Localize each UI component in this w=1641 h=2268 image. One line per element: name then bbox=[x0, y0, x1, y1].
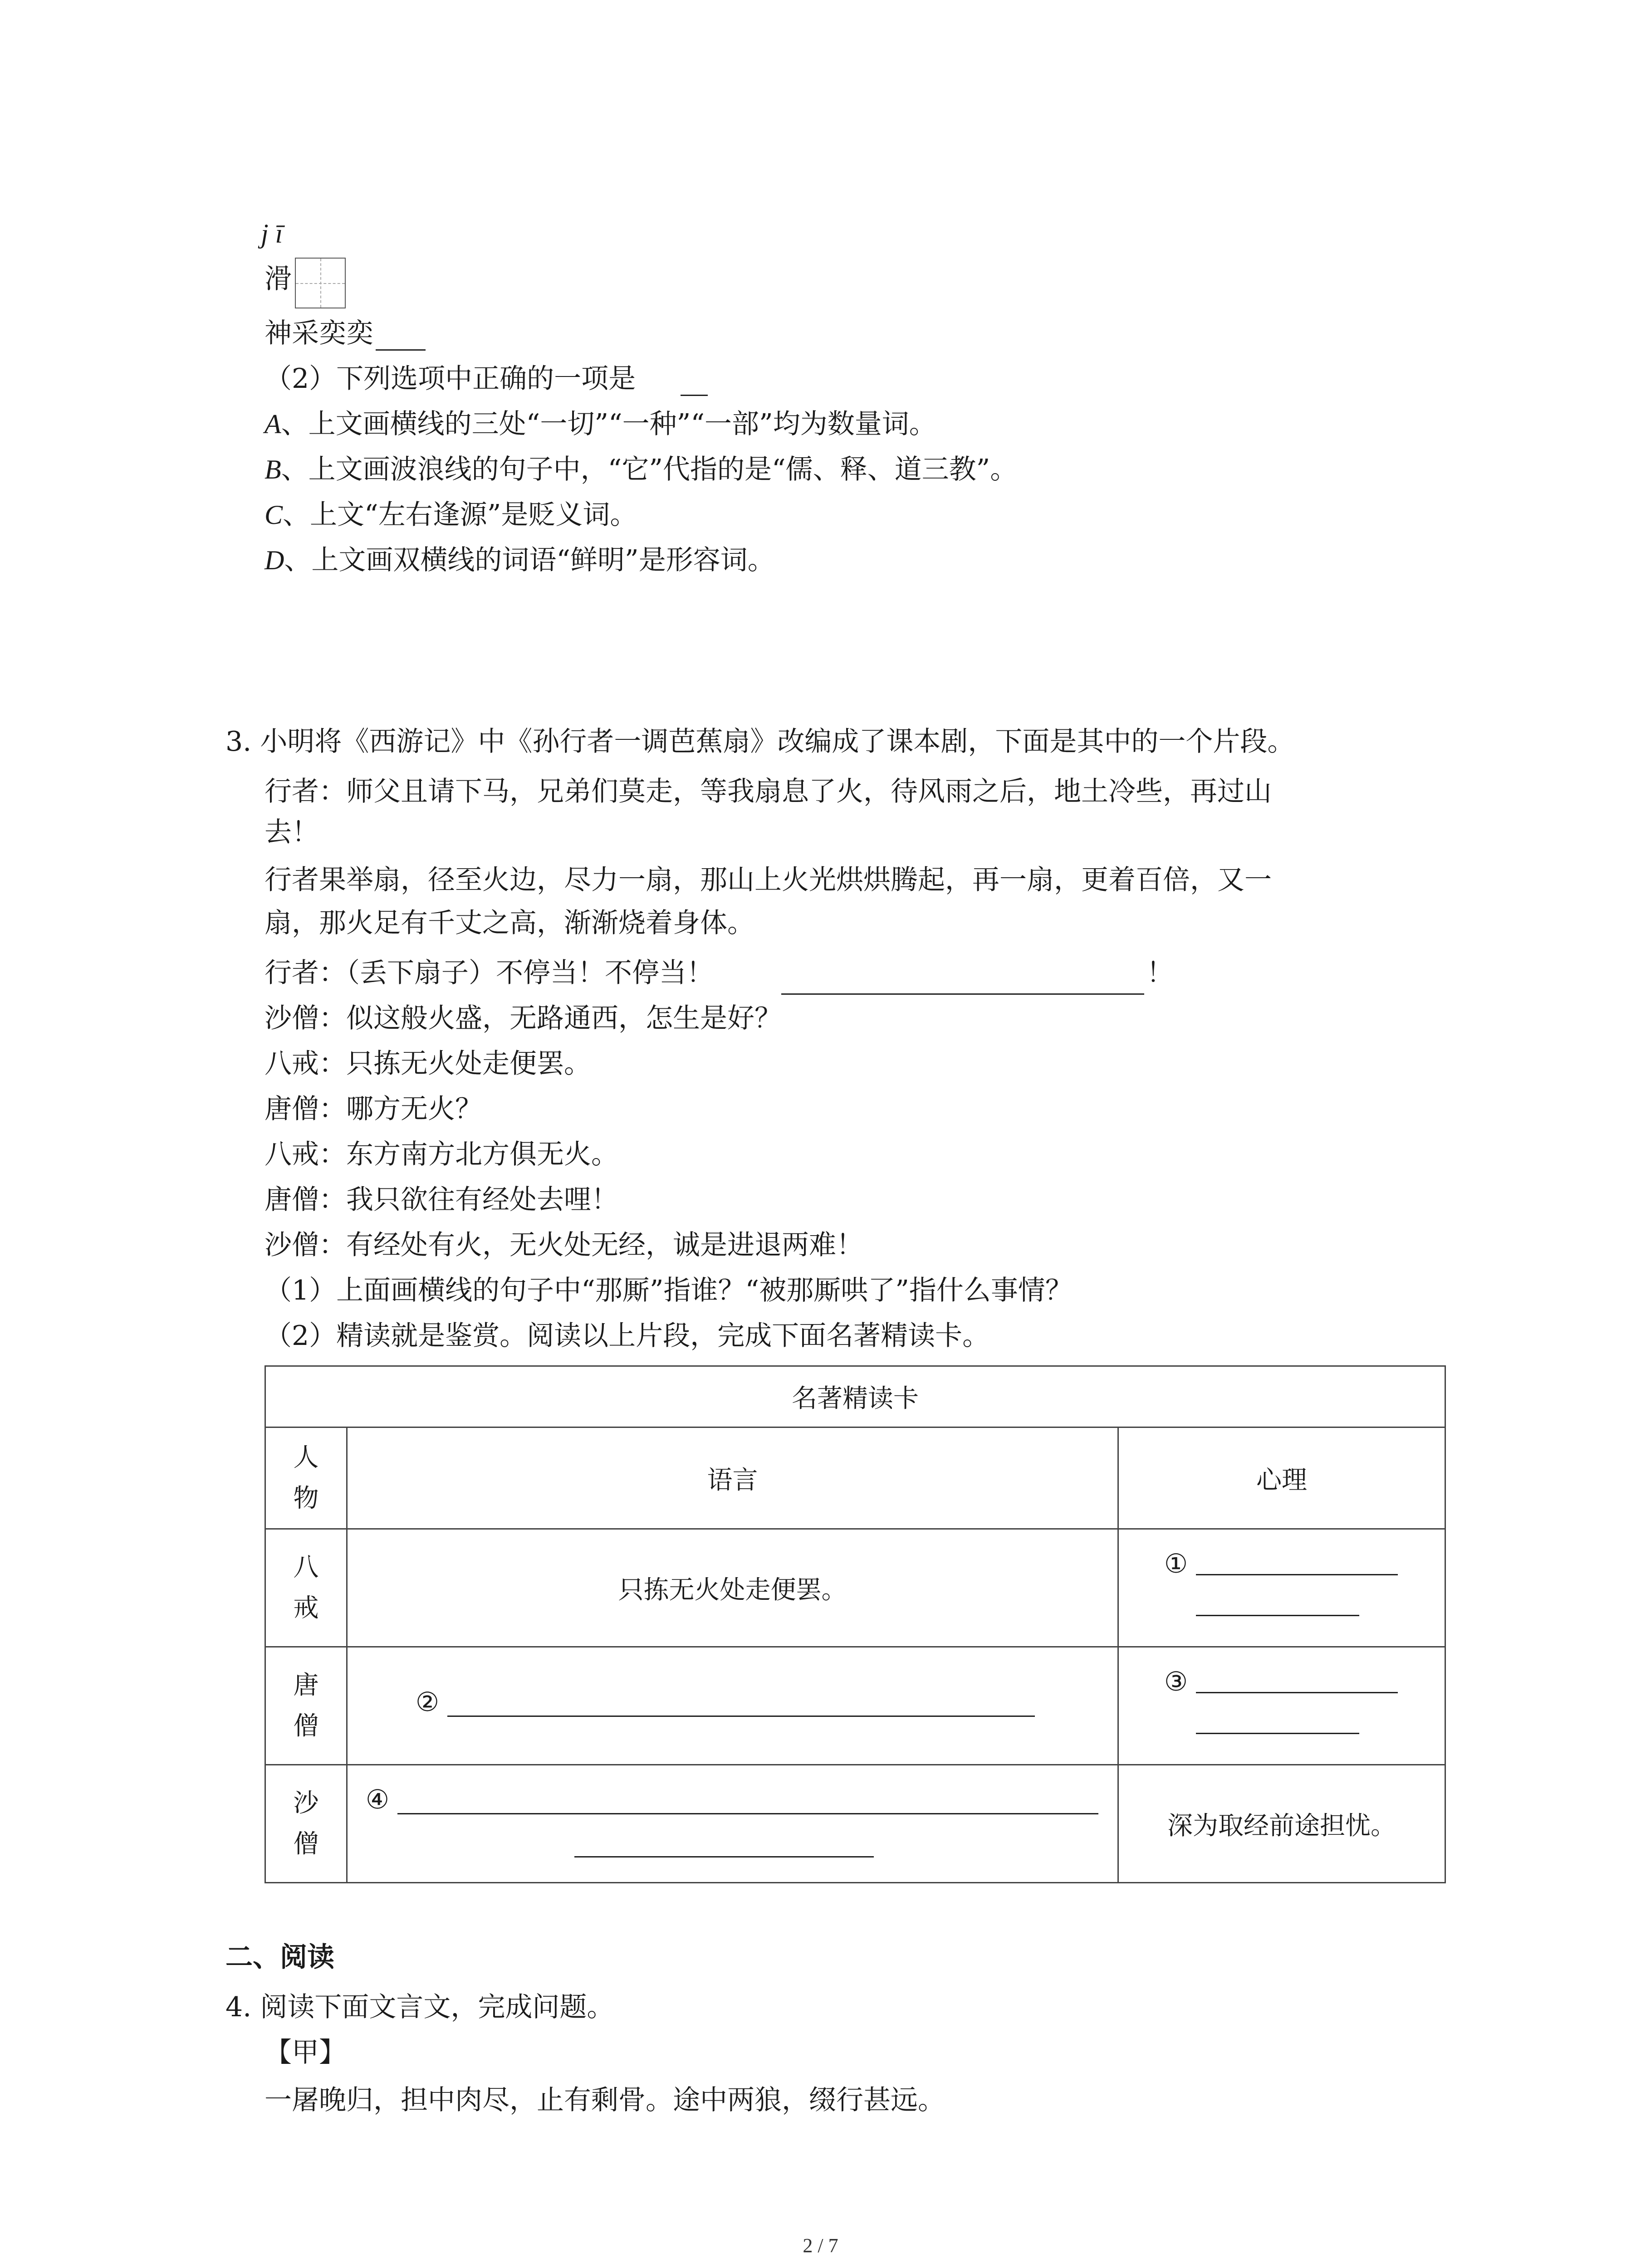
row-tangseng-p2: 僧 bbox=[293, 1711, 319, 1741]
header-person-1: 人 bbox=[293, 1442, 319, 1472]
row-shaseng-p1: 沙 bbox=[293, 1788, 319, 1818]
option-c bbox=[265, 497, 637, 533]
q3-line5: 八戒：只拣无火处走便罢。 bbox=[265, 1048, 591, 1080]
row-shaseng-person bbox=[265, 1765, 347, 1883]
blank-3-line-a[interactable] bbox=[1196, 1692, 1398, 1693]
q3-line4: 沙僧：似这般火盛，无路通西，怎生是好？ bbox=[265, 1002, 782, 1034]
q3-line1b: 去！ bbox=[265, 816, 319, 848]
option-a-letter: A bbox=[265, 409, 281, 439]
blank-1-line-b[interactable] bbox=[1196, 1615, 1359, 1616]
pinyin: j ī bbox=[261, 219, 283, 249]
q3-line3: 行者：（丢下扇子）不停当！不停当！ bbox=[265, 957, 714, 989]
q2-sub2-answer-blank[interactable] bbox=[681, 395, 708, 396]
card-title: 名著精读卡 bbox=[265, 1366, 1445, 1427]
q3-line1a: 行者：师父且请下马，兄弟们莫走，等我扇息了火，待风雨之后，地土冷些，再过山 bbox=[265, 776, 1272, 807]
row-shaseng-mind: 深为取经前途担忧。 bbox=[1118, 1765, 1445, 1883]
header-person-2: 物 bbox=[293, 1483, 319, 1513]
q4-instruction: 4. 阅读下面文言文，完成问题。 bbox=[225, 1991, 614, 2023]
q3-line6: 唐僧：哪方无火？ bbox=[265, 1093, 482, 1125]
blank-1-line-a[interactable] bbox=[1196, 1574, 1398, 1575]
q3-line2a: 行者果举扇，径至火边，尽力一扇，那山上火光烘烘腾起，再一扇，更着百倍，又一 bbox=[265, 864, 1272, 896]
q3-line3-end: ！ bbox=[1146, 957, 1174, 989]
row-tangseng-speech bbox=[347, 1647, 1118, 1765]
q2-sub2-label: （2）下列选项中正确的一项是 bbox=[265, 363, 636, 395]
section-heading: 二、阅读 bbox=[225, 1941, 334, 1973]
row-tangseng-person bbox=[265, 1647, 347, 1765]
blank-mark-3: ③ bbox=[1164, 1666, 1188, 1697]
row-bajie-p2: 戒 bbox=[293, 1593, 319, 1623]
row-bajie-speech: 只拣无火处走便罢。 bbox=[347, 1529, 1118, 1647]
header-speech: 语言 bbox=[347, 1427, 1118, 1529]
q3-line3-answer-blank[interactable] bbox=[781, 993, 1144, 995]
char-prefix: 滑 bbox=[265, 263, 292, 295]
option-c-text: 、上文“左右逢源”是贬义词。 bbox=[283, 499, 637, 531]
blank-mark-1: ① bbox=[1164, 1548, 1188, 1579]
blank-2-line[interactable] bbox=[447, 1716, 1035, 1717]
row-shaseng-speech bbox=[347, 1765, 1118, 1883]
option-d-text: 、上文画双横线的词语“鲜明”是形容词。 bbox=[284, 544, 775, 576]
option-d bbox=[265, 542, 775, 578]
row-bajie-mind bbox=[1118, 1529, 1445, 1647]
row-tangseng-p1: 唐 bbox=[293, 1670, 319, 1700]
option-b-letter: B bbox=[265, 455, 281, 484]
reading-card-table bbox=[265, 1365, 1446, 1883]
page-number: 2 / 7 bbox=[803, 2234, 838, 2257]
header-mind: 心理 bbox=[1118, 1427, 1445, 1529]
row-shaseng-p2: 僧 bbox=[293, 1829, 319, 1859]
jia-label: 【甲】 bbox=[265, 2037, 346, 2068]
option-d-letter: D bbox=[265, 545, 284, 575]
text-line-1: 一屠晚归，担中肉尽，止有剩骨。途中两狼，缀行甚远。 bbox=[265, 2084, 945, 2116]
header-person bbox=[265, 1427, 347, 1529]
row-bajie-p1: 八 bbox=[293, 1552, 319, 1582]
row-tangseng-mind bbox=[1118, 1647, 1445, 1765]
blank-4-line-a[interactable] bbox=[397, 1813, 1098, 1814]
q3-line7: 八戒：东方南方北方俱无火。 bbox=[265, 1139, 618, 1170]
q3-line2b: 扇，那火足有千丈之高，渐渐烧着身体。 bbox=[265, 907, 754, 939]
row-bajie-person bbox=[265, 1529, 347, 1647]
option-b bbox=[265, 451, 1017, 488]
q3-line8: 唐僧：我只欲往有经处去哩！ bbox=[265, 1184, 618, 1216]
option-b-text: 、上文画波浪线的句子中，“它”代指的是“儒、释、道三教”。 bbox=[281, 454, 1018, 485]
blank-mark-4: ④ bbox=[366, 1784, 389, 1815]
q3-sub1: （1）上面画横线的句子中“那厮”指谁？“被那厮哄了”指什么事情？ bbox=[265, 1275, 1073, 1306]
q3-line9: 沙僧：有经处有火，无火处无经，诚是进退两难！ bbox=[265, 1229, 863, 1261]
blank-mark-2: ② bbox=[416, 1686, 439, 1717]
idiom-answer-blank[interactable] bbox=[376, 349, 426, 351]
q3-sub2: （2）精读就是鉴赏。阅读以上片段，完成下面名著精读卡。 bbox=[265, 1320, 990, 1352]
blank-4-line-b[interactable] bbox=[574, 1856, 874, 1857]
option-a bbox=[265, 406, 936, 442]
tianzi-grid-box[interactable] bbox=[295, 258, 346, 308]
option-c-letter: C bbox=[265, 500, 283, 530]
idiom: 神采奕奕 bbox=[265, 318, 373, 349]
blank-3-line-b[interactable] bbox=[1196, 1733, 1359, 1734]
q3-intro: 3. 小明将《西游记》中《孙行者一调芭蕉扇》改编成了课本剧，下面是其中的一个片段。 bbox=[225, 726, 1295, 758]
option-a-text: 、上文画横线的三处“一切”“一种”“一部”均为数量词。 bbox=[281, 408, 936, 440]
